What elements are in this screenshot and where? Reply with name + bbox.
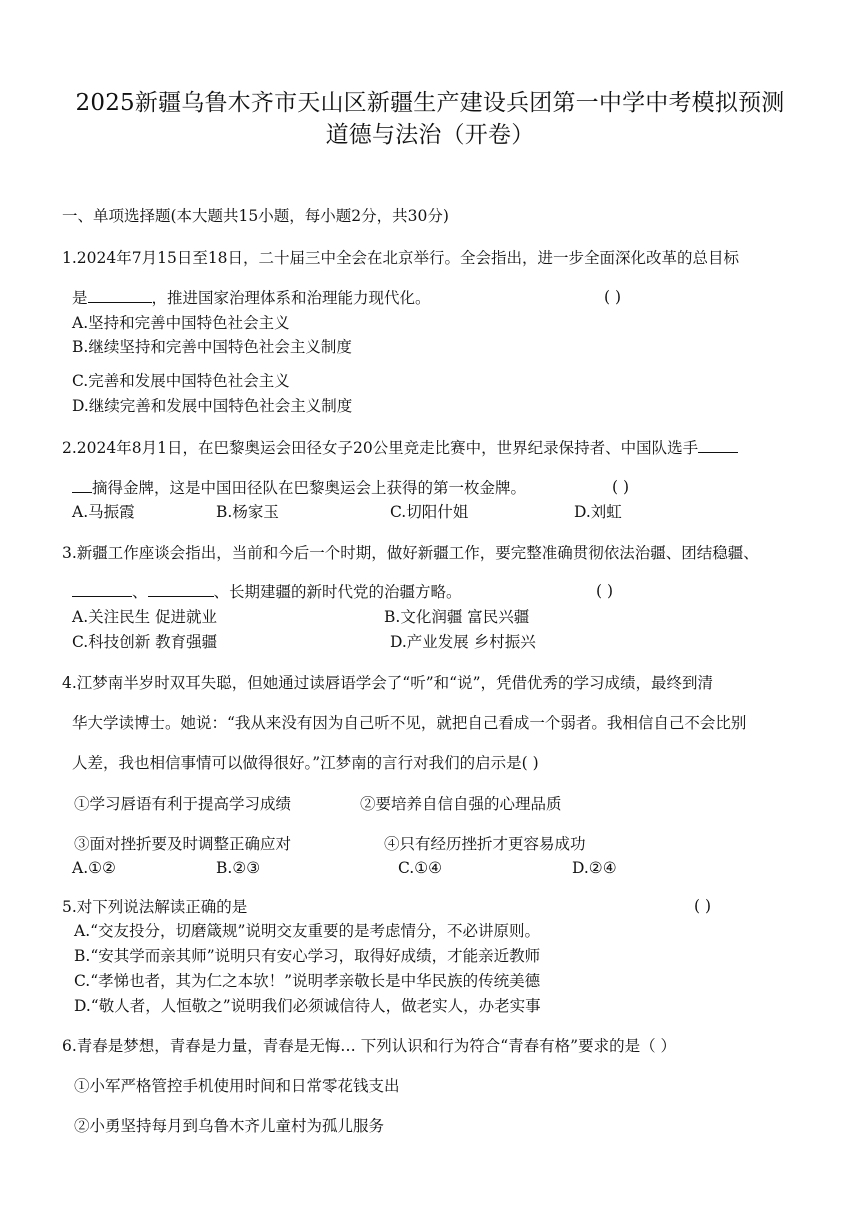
q2-stem-line1: [62, 438, 738, 458]
q2-option-a: A.马振霞: [72, 503, 135, 521]
q1-option-b: B.继续坚持和完善中国特色社会主义制度: [72, 338, 352, 356]
q4-stem-line1: 4.江梦南半岁时双耳失聪，但她通过读唇语学会了“听”和“说”，凭借优秀的学习成绩，最终到清: [62, 674, 713, 692]
q1-stem-line1: 1.2024年7月15日至18日，二十届三中全会在北京举行。全会指出，进一步全面深化改革的总目标: [62, 249, 740, 267]
answer-blank[interactable]: [148, 582, 214, 597]
q1-option-c: C.完善和发展中国特色社会主义: [72, 372, 290, 390]
q6-statement-2: ②小勇坚持每月到乌鲁木齐儿童村为孤儿服务: [74, 1117, 385, 1135]
answer-blank[interactable]: [88, 288, 152, 303]
exam-title-line2: 道德与法治（开卷）: [325, 122, 535, 148]
q6-stem: 6.青春是梦想，青春是力量，青春是无悔… 下列认识和行为符合“青春有格”要求的是（ ）: [62, 1037, 676, 1055]
q5-answer-paren[interactable]: ( ): [694, 897, 712, 915]
q5-option-b: B.“安其学而亲其师”说明只有安心学习，取得好成绩，才能亲近教师: [74, 947, 541, 965]
q4-option-a: A.①②: [72, 859, 116, 877]
q3-option-b: B.文化润疆 富民兴疆: [384, 608, 530, 626]
q3-option-d: D.产业发展 乡村振兴: [390, 633, 536, 651]
q3-answer-paren[interactable]: ( ): [596, 582, 614, 600]
q4-stem-line3: 人差，我也相信事情可以做得很好。”江梦南的言行对我们的启示是( ): [72, 754, 539, 772]
q4-statement-1: ①学习唇语有利于提高学习成绩: [74, 795, 292, 813]
q5-option-d: D.“敬人者，人恒敬之”说明我们必须诚信待人，做老实人，办老实事: [74, 997, 541, 1015]
q5-option-a: A.“交友投分，切磨箴规”说明交友重要的是考虑情分，不必讲原则。: [74, 922, 540, 940]
q2-option-d: D.刘虹: [574, 503, 622, 521]
q2-option-b: B.杨家玉: [216, 503, 279, 521]
q4-option-b: B.②③: [216, 859, 261, 877]
q3-stem-line1: 3.新疆工作座谈会指出，当前和今后一个时期，做好新疆工作，要完整准确贯彻依法治疆、团结稳疆、: [62, 544, 759, 562]
q3-option-a: A.关注民生 促进就业: [72, 608, 218, 626]
q3-option-c: C.科技创新 教育强疆: [72, 633, 218, 651]
q4-statement-3: ③面对挫折要及时调整正确应对: [74, 835, 292, 853]
exam-title-line1: 2025新疆乌鲁木齐市天山区新疆生产建设兵团第一中学中考模拟预测: [75, 90, 785, 116]
q1-stem-pre: 是: [72, 289, 88, 307]
q5-option-c: C.“孝悌也者，其为仁之本欤！”说明孝亲敬长是中华民族的传统美德: [74, 972, 541, 990]
q1-option-d: D.继续完善和发展中国特色社会主义制度: [72, 397, 353, 415]
q6-statement-1: ①小军严格管控手机使用时间和日常零花钱支出: [74, 1077, 400, 1095]
q4-option-d: D.②④: [572, 859, 617, 877]
q2-stem-line2: [72, 478, 526, 498]
q2-stem-text: 2.2024年8月1日，在巴黎奥运会田径女子20公里竞走比赛中，世界纪录保持者、中国队选手: [62, 439, 699, 457]
q4-option-c: C.①④: [398, 859, 443, 877]
section-heading: 一、单项选择题(本大题共15小题，每小题2分，共30分): [62, 207, 449, 225]
answer-blank[interactable]: [72, 582, 132, 597]
answer-blank[interactable]: [698, 438, 738, 453]
q2-stem-rest: 摘得金牌，这是中国田径队在巴黎奥运会上获得的第一枚金牌。: [92, 479, 527, 497]
q1-stem-post: ，推进国家治理体系和治理能力现代化。: [151, 289, 431, 307]
q4-stem-line2: 华大学读博士。她说：“我从来没有因为自己听不见，就把自己看成一个弱者。我相信自己不会比别: [72, 714, 747, 732]
q1-answer-paren[interactable]: ( ): [604, 288, 622, 306]
q4-statement-4: ④只有经历挫折才更容易成功: [384, 835, 586, 853]
q5-stem: 5.对下列说法解读正确的是: [62, 898, 248, 916]
q2-answer-paren[interactable]: ( ): [612, 478, 630, 496]
q3-stem-sep: 、: [132, 583, 148, 601]
q3-stem-line2: [72, 582, 462, 602]
q3-stem-post: 、长期建疆的新时代党的治疆方略。: [213, 583, 462, 601]
q1-option-a: A.坚持和完善中国特色社会主义: [72, 314, 290, 332]
q1-stem-line2: [72, 288, 431, 308]
answer-blank[interactable]: [72, 478, 92, 493]
q2-option-c: C.切阳什姐: [390, 503, 469, 521]
q4-statement-2: ②要培养自信自强的心理品质: [360, 795, 562, 813]
